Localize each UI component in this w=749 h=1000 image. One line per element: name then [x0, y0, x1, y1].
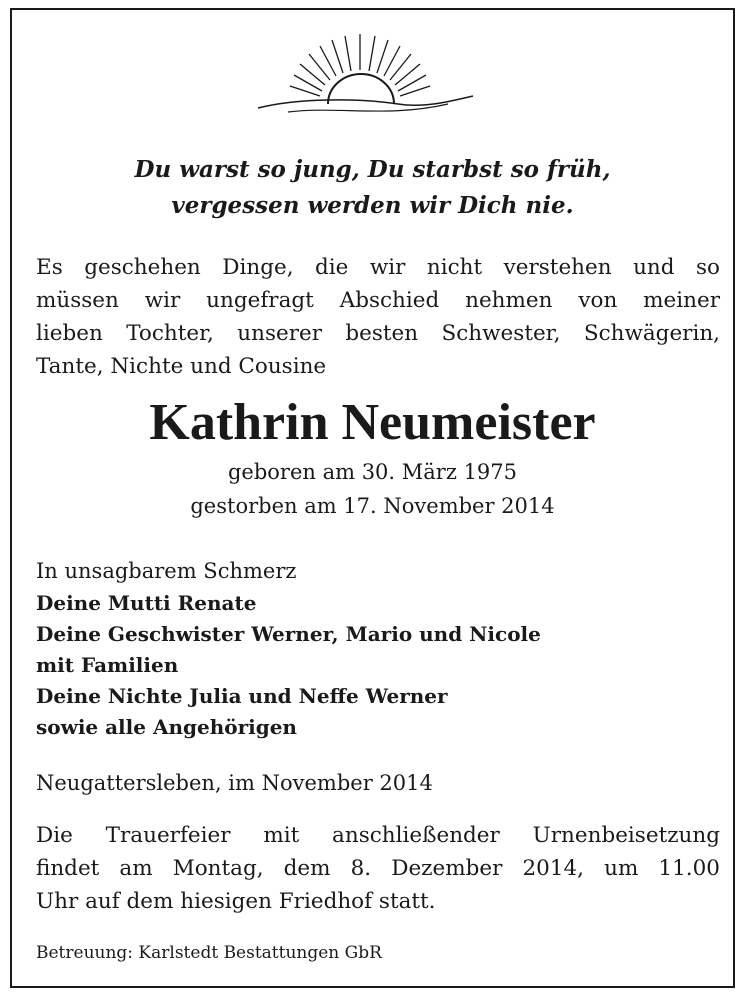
deceased-name: Kathrin Neumeister	[149, 394, 596, 451]
ceremony-line: findet am Montag, dem 8. Dezember 2014, um 11.00	[36, 856, 720, 881]
mourner-line: sowie alle Angehörigen	[36, 715, 297, 739]
memorial-quote-line-1: Du warst so jung, Du starbst so früh,	[134, 156, 611, 183]
mourner-line: Deine Mutti Renate	[36, 591, 257, 615]
setting-sun-icon	[248, 32, 478, 122]
intro-line: Es geschehen Dinge, die wir nicht verstehen und so	[36, 255, 720, 280]
death-date: gestorben am 17. November 2014	[190, 494, 555, 518]
intro-line: müssen wir ungefragt Abschied nehmen von meiner	[36, 288, 720, 313]
ceremony-line: Die Trauerfeier mit anschließender Urnenbeisetzung	[36, 823, 720, 848]
memorial-quote-line-2: vergessen werden wir Dich nie.	[171, 192, 574, 219]
ceremony-paragraph	[36, 819, 720, 918]
birth-date: geboren am 30. März 1975	[227, 460, 518, 484]
mourner-line: Deine Nichte Julia und Neffe Werner	[36, 684, 448, 708]
obituary-notice	[10, 8, 735, 988]
intro-paragraph	[36, 251, 720, 383]
mourner-line: Deine Geschwister Werner, Mario und Nicole	[36, 622, 541, 646]
intro-line: lieben Tochter, unserer besten Schwester, Schwägerin,	[36, 321, 720, 346]
intro-line: Tante, Nichte und Cousine	[36, 354, 327, 379]
mourners-intro: In unsagbarem Schmerz	[36, 559, 297, 583]
funeral-home-credit: Betreuung: Karlstedt Bestattungen GbR	[36, 943, 382, 963]
mourner-line: mit Familien	[36, 653, 179, 677]
ceremony-line: Uhr auf dem hiesigen Friedhof statt.	[36, 889, 436, 914]
place-and-date: Neugattersleben, im November 2014	[36, 771, 433, 795]
